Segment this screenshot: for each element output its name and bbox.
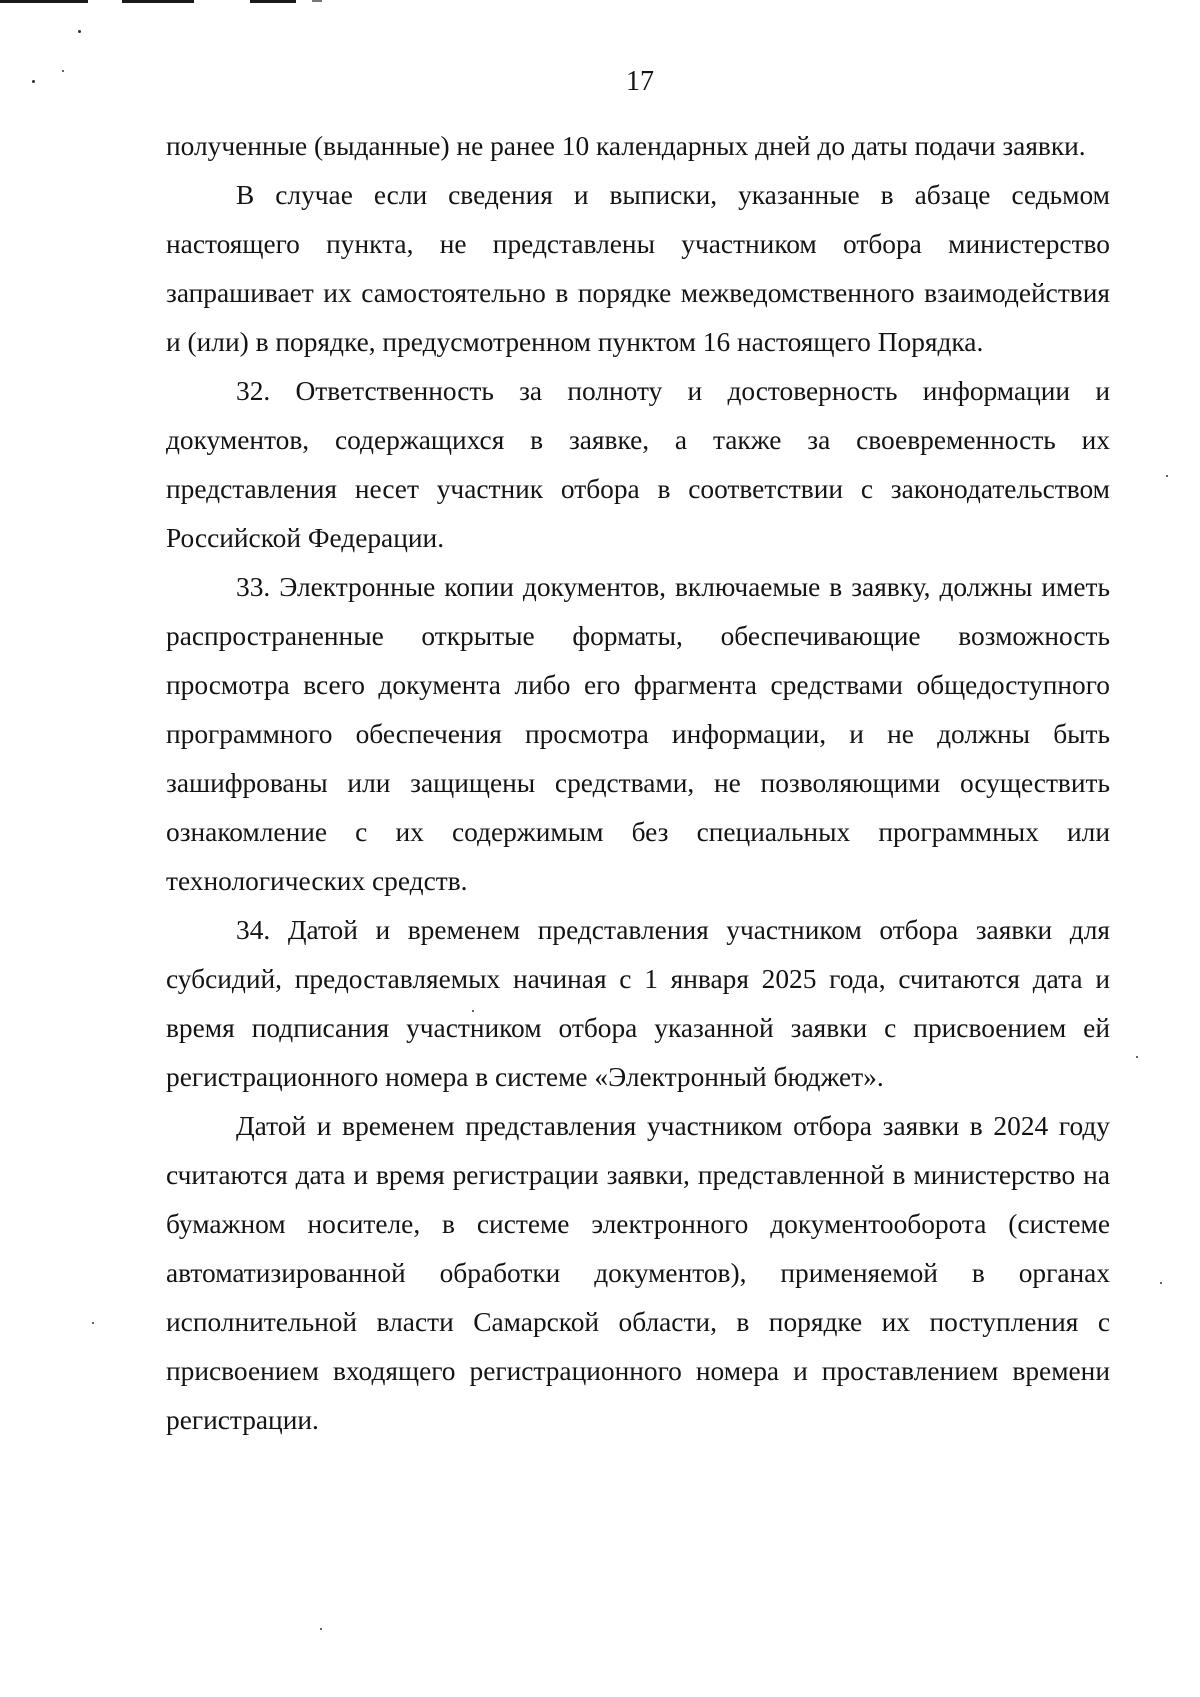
paragraph-continuation: полученные (выданные) не ранее 10 календарных дней до даты подачи заявки. (166, 131, 1086, 161)
scan-speck (1166, 475, 1168, 477)
scan-edge-mark (122, 0, 194, 3)
scan-speck (320, 1628, 322, 1630)
scan-speck (1160, 1282, 1162, 1284)
scan-speck (78, 30, 81, 33)
paragraph-item-34: 34. Датой и временем представления участником отбора заявки для субсидий, предоставляемых начиная с 1 января 2025 года, считаются дата и время подписания участником отбора указанной заявки с присвоением ей регистрационного номера в системе «Электронный бюджет». (166, 915, 1110, 1092)
scan-speck (1136, 1056, 1138, 1058)
scan-edge-mark (312, 0, 322, 2)
scan-edge-mark (250, 0, 296, 3)
scan-speck (92, 1322, 94, 1324)
paragraph-2024-registration: Датой и временем представления участником отбора заявки в 2024 году считаются дата и время регистрации заявки, представленной в министерство на бумажном носителе, в системе электронного документооборота (системе автоматизированной обработки документов), применяемой в органах исполнительной власти Самарской области, в порядке их поступления с присвоением входящего регистрационного номера и проставлением времени регистрации. (166, 1111, 1110, 1435)
paragraph-item-32: 32. Ответственность за полноту и достоверность информации и документов, содержащихся в заявке, а также за своевременность их представления несет участник отбора в соответствии с законодательством Российской Федерации. (166, 376, 1110, 553)
paragraph-item-33: 33. Электронные копии документов, включаемые в заявку, должны иметь распространенные открытые форматы, обеспечивающие возможность просмотра всего документа либо его фрагмента средствами общедоступного программного обеспечения просмотра информации, и не должны быть зашифрованы или защищены средствами, не позволяющими осуществить ознакомление с их содержимым без специальных программных или технологических средств. (166, 572, 1110, 896)
scan-edge-mark (0, 0, 88, 3)
page-number: 17 (626, 66, 654, 97)
paragraph-request-statements: В случае если сведения и выписки, указанные в абзаце седьмом настоящего пункта, не представлены участником отбора министерство запрашивает их самостоятельно в порядке межведомственного взаимодействия и (или) в порядке, предусмотренном пунктом 16 настоящего Порядка. (166, 180, 1110, 357)
document-body (166, 122, 1110, 1445)
